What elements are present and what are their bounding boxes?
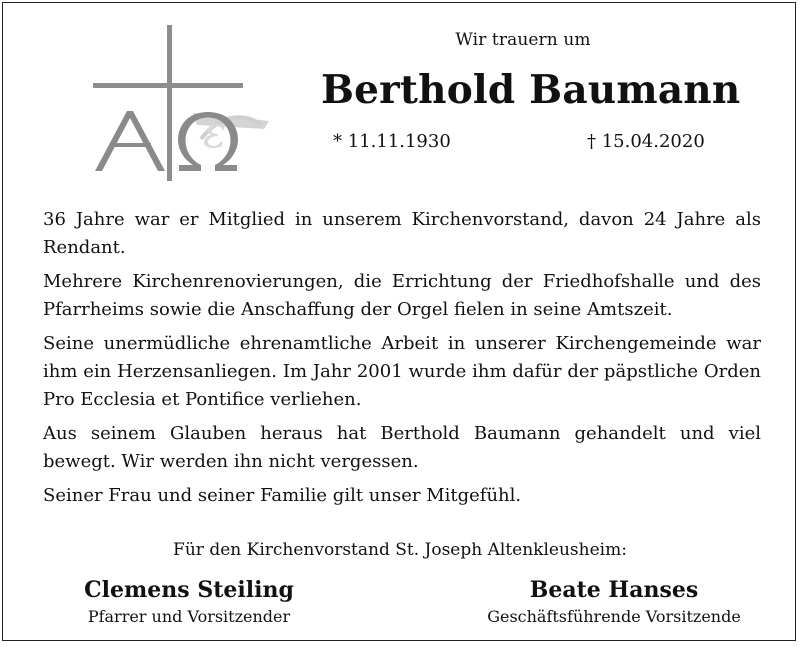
obituary-notice xyxy=(2,2,796,641)
paragraph: 36 Jahre war er Mitglied in unserem Kirchenvorstand, davon 24 Jahre als Rendant. xyxy=(43,209,761,258)
signer-name: Clemens Steiling xyxy=(84,577,294,603)
paragraph: Aus seinem Glauben heraus hat Berthold Baumann gehandelt und viel bewegt. Wir werden ihn nicht vergessen. xyxy=(43,423,761,472)
obituary-body xyxy=(43,206,761,516)
signer-right xyxy=(464,575,764,629)
svg-text:ε: ε xyxy=(203,107,227,158)
paragraph: Seiner Frau und seiner Familie gilt unser Mitgefühl. xyxy=(43,485,522,506)
paragraph: Mehrere Kirchenrenovierungen, die Errichtung der Friedhofshalle und des Pfarrheims sowie die Anschaffung der Orgel fielen in seine Amtszeit. xyxy=(43,271,761,320)
cross-alpha-omega-icon xyxy=(81,21,271,181)
signer-role: Pfarrer und Vorsitzender xyxy=(87,607,291,626)
signer-role: Geschäftsführende Vorsitzende xyxy=(487,607,741,626)
birth-date: * 11.11.1930 xyxy=(333,131,451,152)
intro-text: Wir trauern um xyxy=(455,30,591,50)
paragraph: Seine unermüdliche ehrenamtliche Arbeit in unserer Kirchengemeinde war ihm ein Herzensanliegen. Im Jahr 2001 wurde ihm dafür der päpstliche Orden Pro Ecclesia et Pontifice verliehen. xyxy=(43,333,761,410)
deceased-name: Berthold Baumann xyxy=(321,67,741,113)
death-date: † 15.04.2020 xyxy=(587,131,705,152)
signer-name: Beate Hanses xyxy=(529,577,699,603)
signature-intro: Für den Kirchenvorstand St. Joseph Altenkleusheim: xyxy=(173,540,627,560)
signer-left xyxy=(39,575,339,629)
